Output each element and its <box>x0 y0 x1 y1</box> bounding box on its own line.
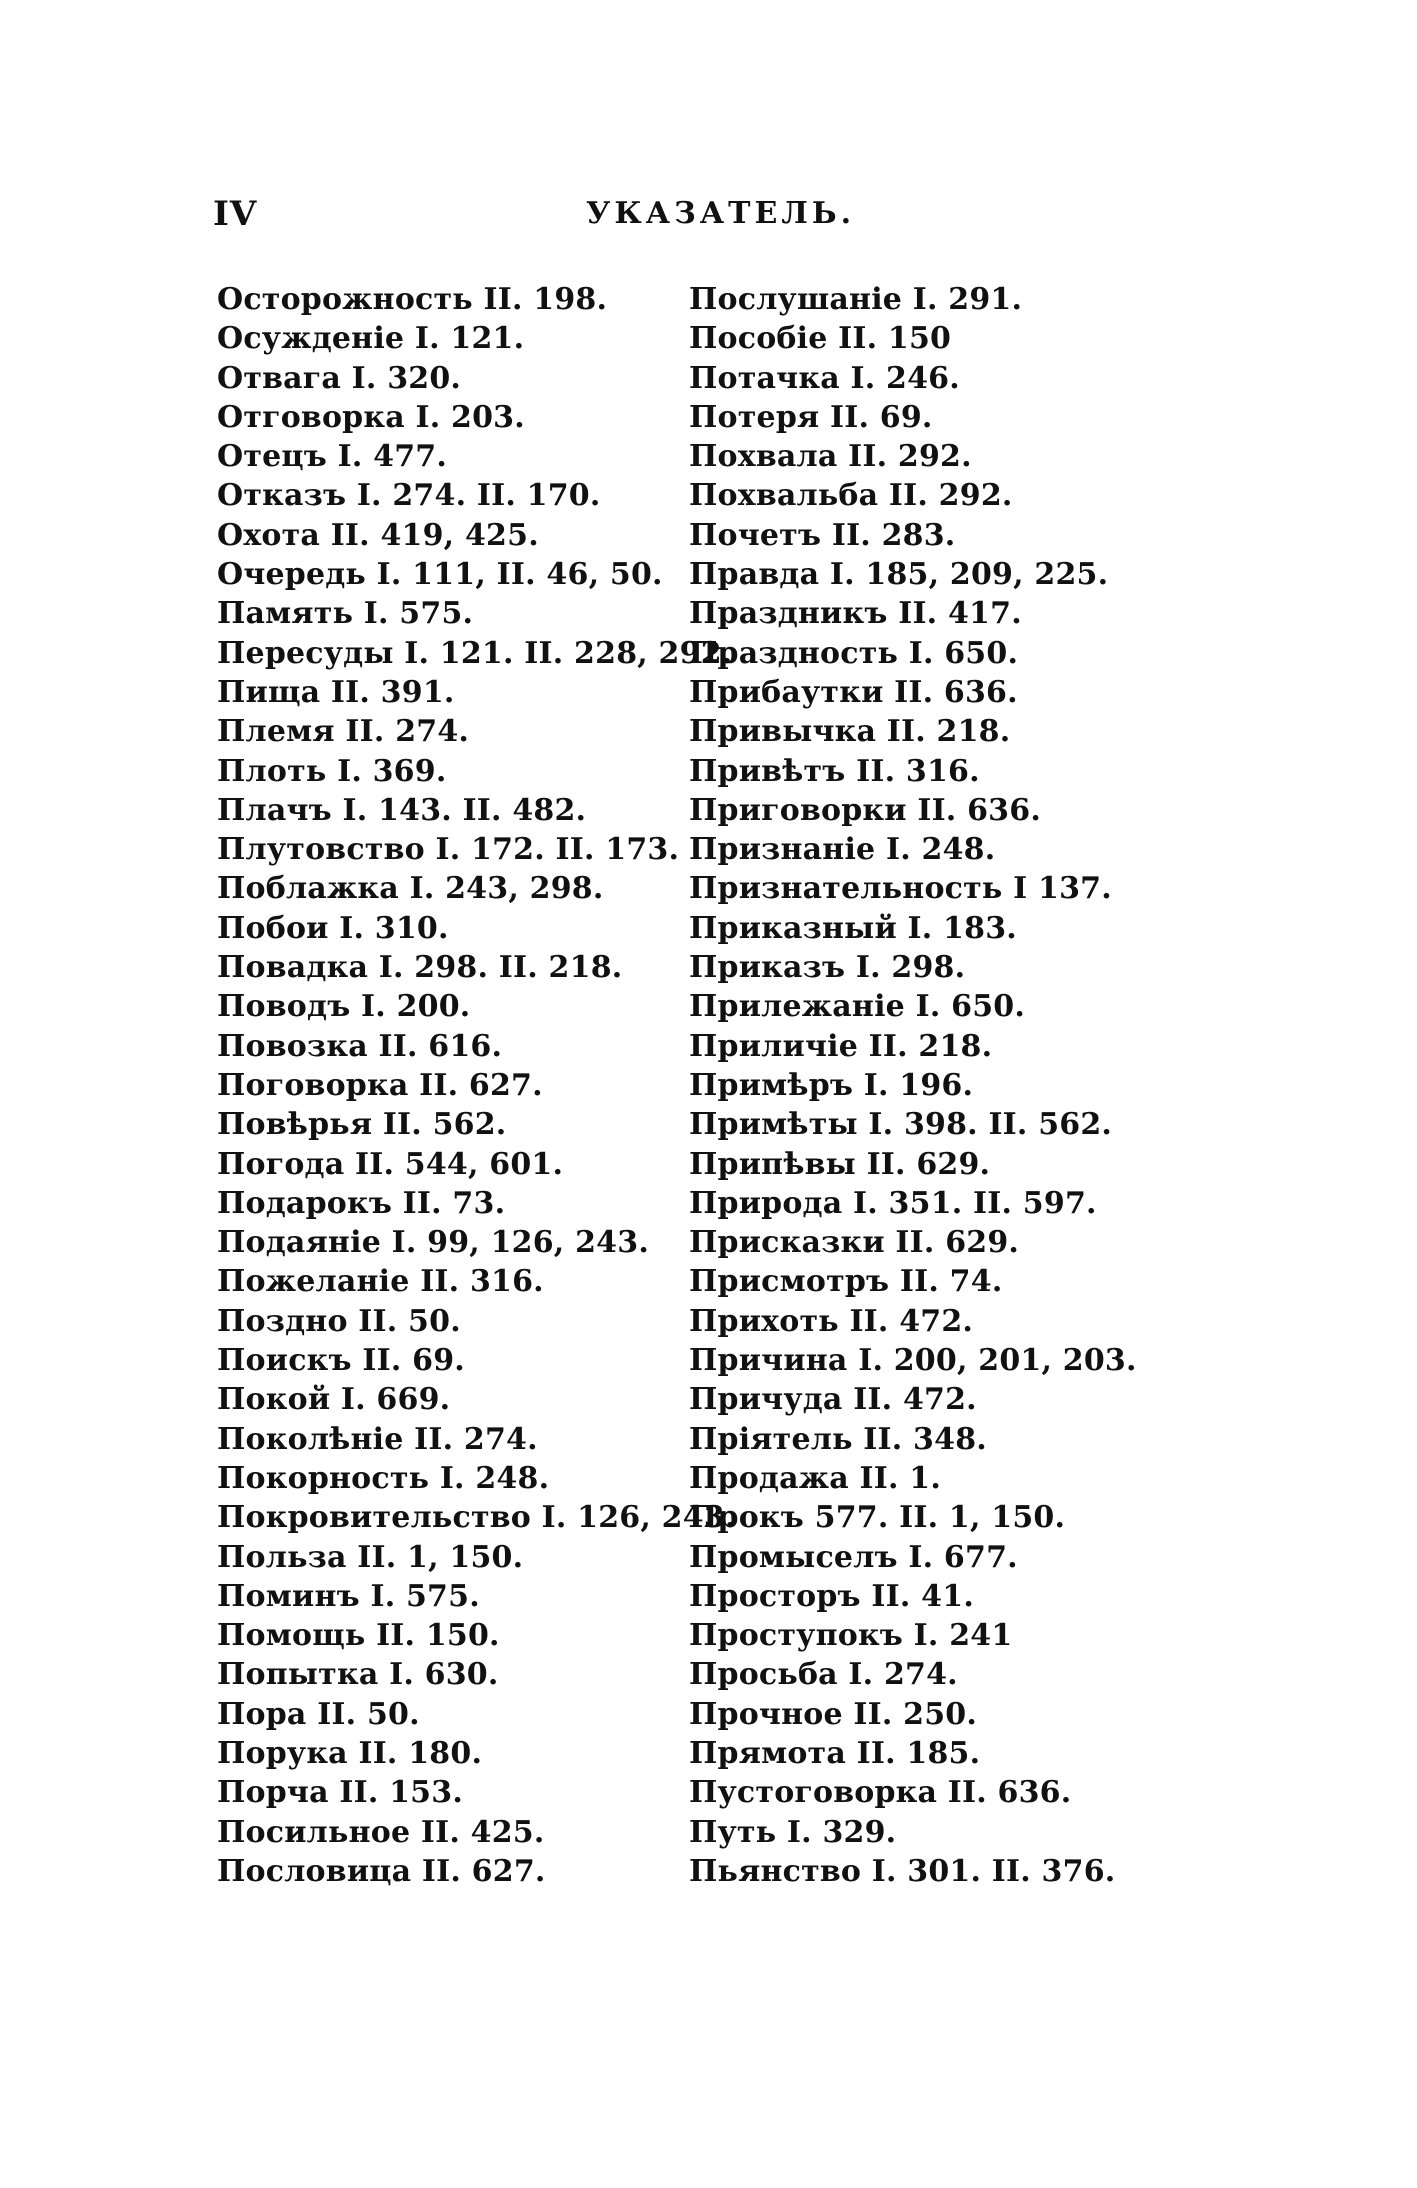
index-entry: Пожеланіе II. 316. <box>217 1264 544 1300</box>
index-entry: Пособіе II. 150 <box>689 321 952 357</box>
index-entry: Осужденіе I. 121. <box>217 321 525 357</box>
index-entry: Припѣвы II. 629. <box>689 1146 991 1182</box>
index-entry: Покорность I. 248. <box>217 1460 550 1496</box>
index-entry: Отговорка I. 203. <box>217 399 525 435</box>
index-entry: Прямота II. 185. <box>689 1735 981 1771</box>
index-entry: Порука II. 180. <box>217 1735 483 1771</box>
index-entry: Очередь I. 111, II. 46, 50. <box>217 557 663 593</box>
running-head: УКАЗАТЕЛЬ. <box>586 196 856 231</box>
index-entry: Отецъ I. 477. <box>217 439 448 475</box>
index-entry: Повѣрья II. 562. <box>217 1107 507 1143</box>
index-entry: Охота II. 419, 425. <box>217 517 539 553</box>
index-entry: Поколѣніе II. 274. <box>217 1421 538 1457</box>
index-entry: Покровительство I. 126, 243. <box>217 1500 736 1536</box>
index-entry: Пища II. 391. <box>217 674 455 710</box>
index-entry: Потачка I. 246. <box>689 360 960 396</box>
index-entry: Прибаутки II. 636. <box>689 674 1018 710</box>
index-entry: Пустоговорка II. 636. <box>689 1775 1072 1811</box>
index-entry: Поминъ I. 575. <box>217 1578 480 1614</box>
index-entry: Причуда II. 472. <box>689 1382 977 1418</box>
index-entry: Повадка I. 298. II. 218. <box>217 950 623 986</box>
index-entry: Попытка I. 630. <box>217 1657 499 1693</box>
index-entry: Промыселъ I. 677. <box>689 1539 1018 1575</box>
index-entry: Привычка II. 218. <box>689 714 1011 750</box>
index-entry: Порча II. 153. <box>217 1775 463 1811</box>
index-entry: Плачъ I. 143. II. 482. <box>217 792 587 828</box>
index-entry: Путь I. 329. <box>689 1814 897 1850</box>
index-entry: Память I. 575. <box>217 596 474 632</box>
index-entry: Прочное II. 250. <box>689 1696 977 1732</box>
index-entry: Пора II. 50. <box>217 1696 420 1732</box>
index-entry: Польза II. 1, 150. <box>217 1539 524 1575</box>
index-entry: Примѣты I. 398. II. 562. <box>689 1107 1113 1143</box>
index-entry: Пьянство I. 301. II. 376. <box>689 1853 1116 1889</box>
index-entry: Признаніе I. 248. <box>689 832 996 868</box>
index-entry: Присмотръ II. 74. <box>689 1264 1003 1300</box>
index-entry: Подарокъ II. 73. <box>217 1185 506 1221</box>
index-entry: Природа I. 351. II. 597. <box>689 1185 1097 1221</box>
index-entry: Поздно II. 50. <box>217 1303 461 1339</box>
index-entry: Приговорки II. 636. <box>689 792 1041 828</box>
index-entry: Привѣтъ II. 316. <box>689 753 980 789</box>
index-entry: Приказъ I. 298. <box>689 950 966 986</box>
index-entry: Признательность I 137. <box>689 871 1112 907</box>
index-entry: Поискъ II. 69. <box>217 1343 465 1379</box>
index-entry: Приличіе II. 218. <box>689 1028 993 1064</box>
index-entry: Плутовство I. 172. II. 173. <box>217 832 680 868</box>
index-entry: Похвальба II. 292. <box>689 478 1013 514</box>
index-entry: Почетъ II. 283. <box>689 517 956 553</box>
index-entry: Похвала II. 292. <box>689 439 972 475</box>
index-entry: Поблажка I. 243, 298. <box>217 871 604 907</box>
index-entry: Послушаніе I. 291. <box>689 282 1023 317</box>
index-entry: Примѣръ I. 196. <box>689 1067 974 1103</box>
index-entry: Покой I. 669. <box>217 1382 451 1418</box>
index-entry: Подаяніе I. 99, 126, 243. <box>217 1225 649 1261</box>
index-entry: Плоть I. 369. <box>217 753 447 789</box>
index-column-right <box>689 280 1137 1891</box>
index-entry: Прилежаніе I. 650. <box>689 989 1026 1025</box>
index-entry: Побои I. 310. <box>217 910 449 946</box>
index-entry: Просьба I. 274. <box>689 1657 958 1693</box>
page-number: IV <box>213 194 258 234</box>
index-entry: Просторъ II. 41. <box>689 1578 974 1614</box>
index-entry: Отвага I. 320. <box>217 360 462 396</box>
index-entry: Праздность I. 650. <box>689 635 1019 671</box>
index-entry: Потеря II. 69. <box>689 399 933 435</box>
index-entry: Правда I. 185, 209, 225. <box>689 557 1109 593</box>
index-entry: Пріятель II. 348. <box>689 1421 987 1457</box>
index-entry: Проступокъ I. 241 <box>689 1618 1013 1654</box>
index-entry: Приказный I. 183. <box>689 910 1017 946</box>
index-entry: Поводъ I. 200. <box>217 989 471 1025</box>
index-entry: Праздникъ II. 417. <box>689 596 1022 632</box>
index-entry: Повозка II. 616. <box>217 1028 503 1064</box>
index-entry: Погода II. 544, 601. <box>217 1146 564 1182</box>
index-entry: Продажа II. 1. <box>689 1460 941 1496</box>
index-column-left <box>217 280 736 1891</box>
index-entry: Присказки II. 629. <box>689 1225 1020 1261</box>
index-entry: Племя II. 274. <box>217 714 470 750</box>
index-entry: Посильное II. 425. <box>217 1814 545 1850</box>
index-entry: Причина I. 200, 201, 203. <box>689 1343 1137 1379</box>
index-entry: Пословица II. 627. <box>217 1853 546 1889</box>
index-entry: Прокъ 577. II. 1, 150. <box>689 1500 1066 1536</box>
index-entry: Прихоть II. 472. <box>689 1303 974 1339</box>
index-entry: Осторожность II. 198. <box>217 282 608 317</box>
index-entry: Поговорка II. 627. <box>217 1067 543 1103</box>
index-entry: Пересуды I. 121. II. 228, 292. <box>217 635 733 671</box>
index-entry: Помощь II. 150. <box>217 1618 500 1654</box>
index-entry: Отказъ I. 274. II. 170. <box>217 478 601 514</box>
